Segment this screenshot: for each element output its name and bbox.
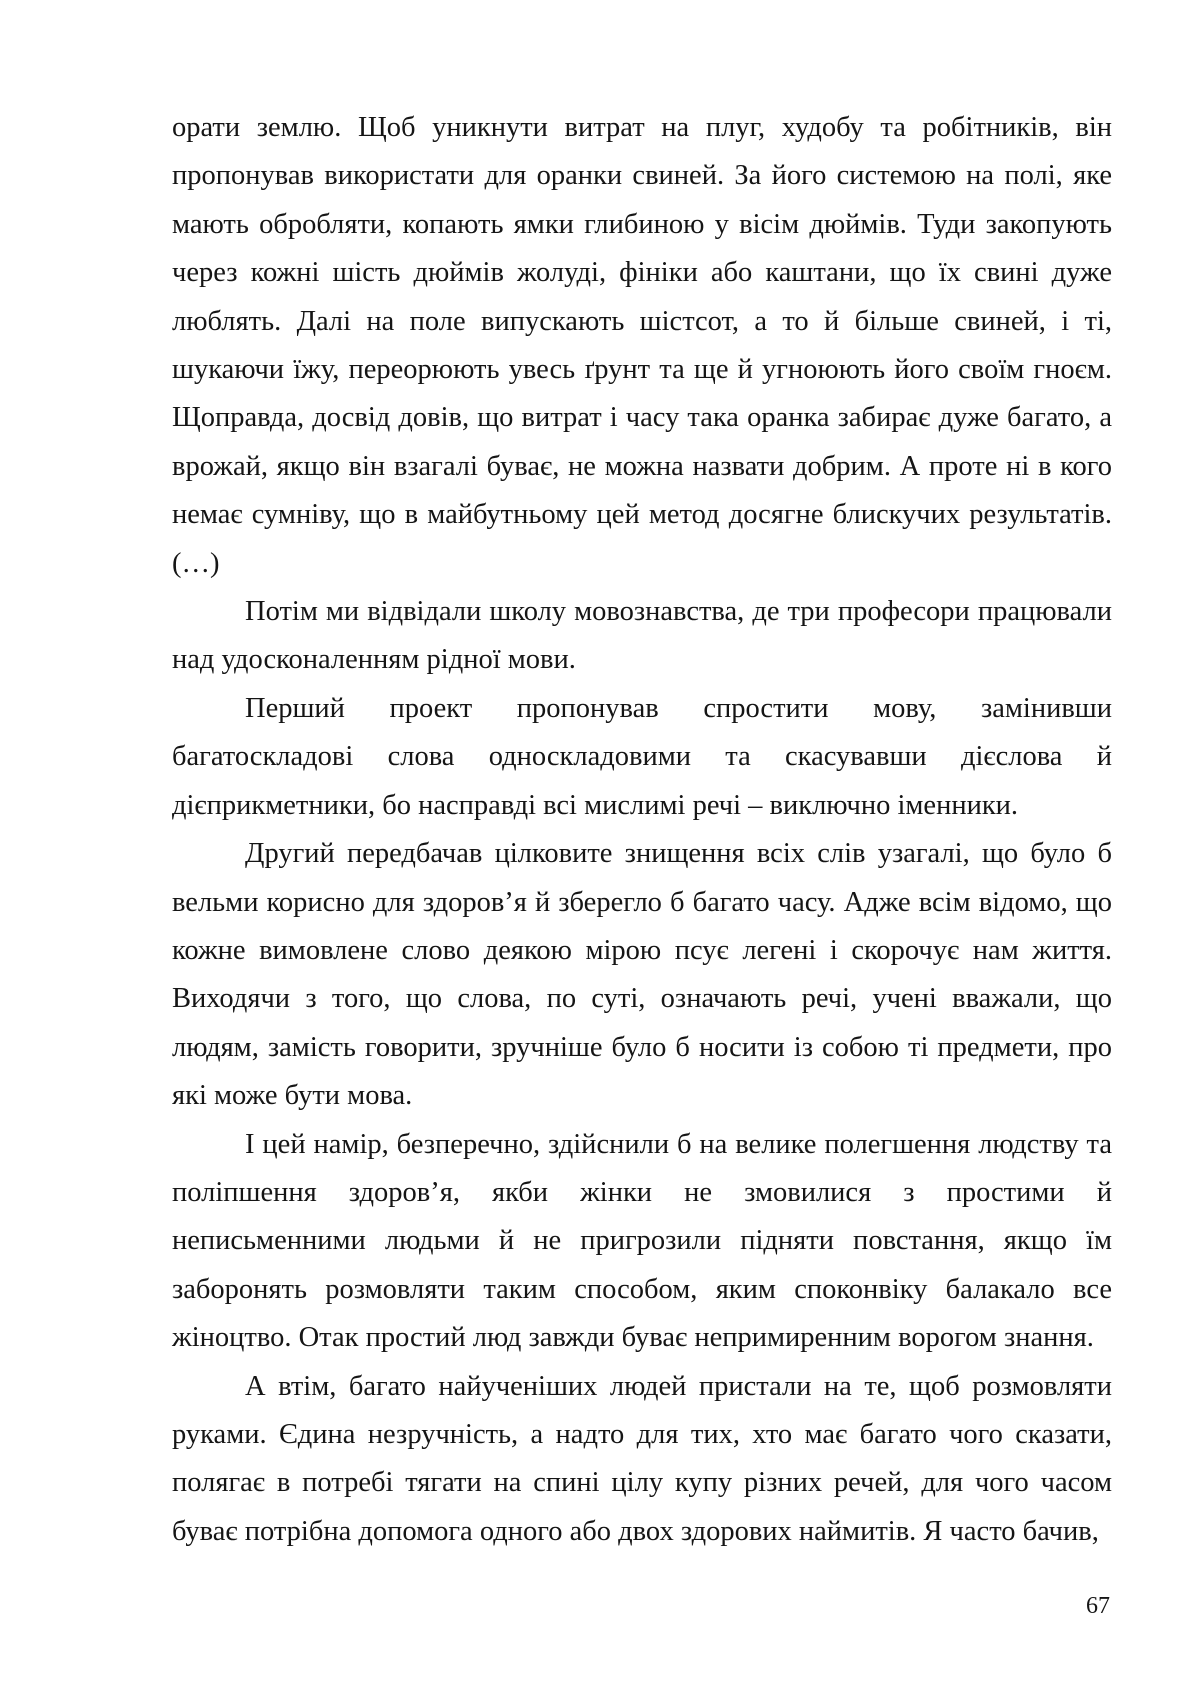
page-number: 67 xyxy=(1086,1593,1110,1619)
page-body xyxy=(172,104,1112,1556)
paragraph: А втім, багато найученіших людей пристали на те, щоб розмовляти руками. Єдина незручність, а надто для тих, хто має багато чого сказати, полягає в потребі тягати на спині цілу купу різних речей, для чого часом буває потрібна допомога одного або двох здорових наймитів. Я часто бачив, xyxy=(172,1370,1112,1547)
paragraph: Перший проект пропонував спростити мову, замінивши багатоскладові слова односкладовими та скасувавши дієслова й дієприкметники, бо насправді всі мислимі речі – виключно іменники. xyxy=(172,692,1112,821)
paragraph: Другий передбачав цілковите знищення всіх слів узагалі, що було б вельми корисно для здоров’я й зберегло б багато часу. Адже всім відомо, що кожне вимовлене слово деякою мірою псує легені і скорочує нам життя. Виходячи з того, що слова, по суті, означають речі, учені вважали, що людям, замість говорити, зручніше було б носити із собою ті предмети, про які може бути мова. xyxy=(172,838,1112,1112)
paragraph-continued: орати землю. Щоб уникнути витрат на плуг, худобу та робітників, він пропонував використати для оранки свиней. За його системою на полі, яке мають обробляти, копають ямки глибиною у вісім дюймів. Туди закопують через кожні шість дюймів жолуді, фініки або каштани, що їх свині дуже люблять. Далі на поле випускають шістсот, а то й більше свиней, і ті, шукаючи їжу, переорюють увесь ґрунт та ще й угноюють його своїм гноєм. Щоправда, досвід довів, що витрат і часу така оранка забирає дуже багато, а врожай, якщо він взагалі буває, не можна назвати добрим. А проте ні в кого немає сумніву, що в майбутньому цей метод досягне блискучих результатів. (…) xyxy=(172,112,1112,579)
paragraph: Потім ми відвідали школу мовознавства, де три професори працювали над удосконаленням рідної мови. xyxy=(172,596,1112,676)
paragraph: І цей намір, безперечно, здійснили б на велике полегшення людству та поліпшення здоров’я, якби жінки не змовилися з простими й неписьменними людьми й не пригрозили підняти повстання, якщо їм заборонять розмовляти таким способом, яким споконвіку балакало все жіноцтво. Отак простий люд завжди буває непримиренним ворогом знання. xyxy=(172,1128,1112,1354)
